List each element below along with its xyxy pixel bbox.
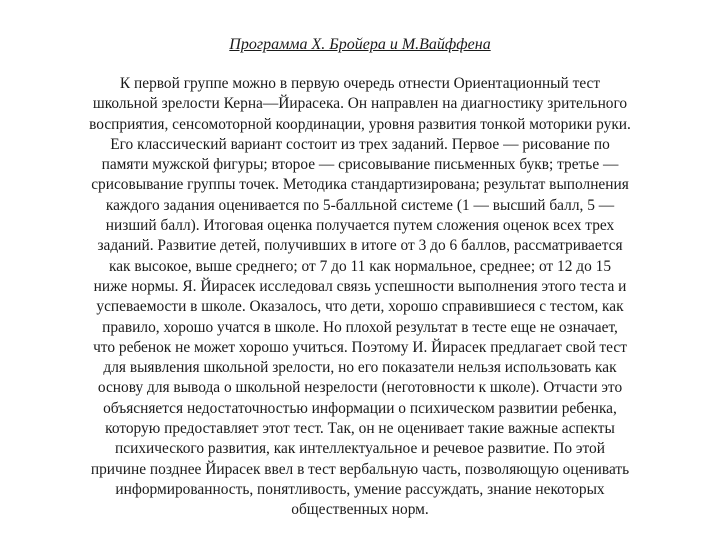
text-line: восприятия, сенсомоторной координации, уровня развития тонкой моторики руки. bbox=[89, 115, 631, 133]
text-line: основу для вывода о школьной незрелости (неготовности к школе). Отчасти это bbox=[97, 379, 623, 397]
text-line: ниже нормы. Я. Йирасек исследовал связь успешности выполнения этого теста и bbox=[93, 277, 627, 295]
text-line: каждого задания оценивается по 5-балльной системе (1 — высший балл, 5 — bbox=[105, 196, 615, 214]
text-line: объясняется недостаточностью информации о психическом развитии ребенка, bbox=[103, 399, 617, 417]
body-paragraph bbox=[58, 74, 662, 521]
text-line: как высокое, выше среднего; от 7 до 11 как нормальное, среднее; от 12 до 15 bbox=[108, 257, 612, 275]
text-line: Его классический вариант состоит из трех заданий. Первое — рисование по bbox=[110, 135, 610, 153]
text-line: общественных норм. bbox=[291, 501, 429, 519]
text-line: информированность, понятливость, умение рассуждать, знание некоторых bbox=[115, 480, 605, 498]
text-line: К первой группе можно в первую очередь отнести Ориентационный тест bbox=[119, 75, 601, 92]
text-line: для выявления школьной зрелости, но его показатели нельзя использовать как bbox=[103, 359, 617, 377]
text-line: правило, хорошо учатся в школе. Но плохой результат в тесте еще не означает, bbox=[102, 318, 618, 336]
text-line: школьной зрелости Керна—Йирасека. Он направлен на диагностику зрительного bbox=[92, 95, 628, 113]
text-line: заданий. Развитие детей, получивших в итоге от 3 до 6 баллов, рассматривается bbox=[97, 237, 623, 255]
text-line: психического развития, как интеллектуальное и речевое развитие. По этой bbox=[115, 440, 605, 458]
text-line: успеваемости в школе. Оказалось, что дети, хорошо справившиеся с тестом, как bbox=[96, 298, 624, 316]
text-line: низший балл). Итоговая оценка получается путем сложения оценок всех трех bbox=[105, 217, 615, 235]
text-line: срисовывание группы точек. Методика стандартизирована; результат выполнения bbox=[91, 176, 629, 194]
text-line: памяти мужской фигуры; второе — срисовывание письменных букв; третье — bbox=[101, 156, 619, 174]
text-line: что ребенок не может хорошо учиться. Поэтому И. Йирасек предлагает свой тест bbox=[93, 338, 627, 356]
text-line: которую предоставляет этот тест. Так, он не оценивает такие важные аспекты bbox=[105, 420, 615, 438]
text-line: причине позднее Йирасек ввел в тест вербальную часть, позволяющую оценивать bbox=[90, 460, 630, 478]
slide-title: Программа Х. Бройера и М.Вайффена bbox=[229, 36, 491, 53]
